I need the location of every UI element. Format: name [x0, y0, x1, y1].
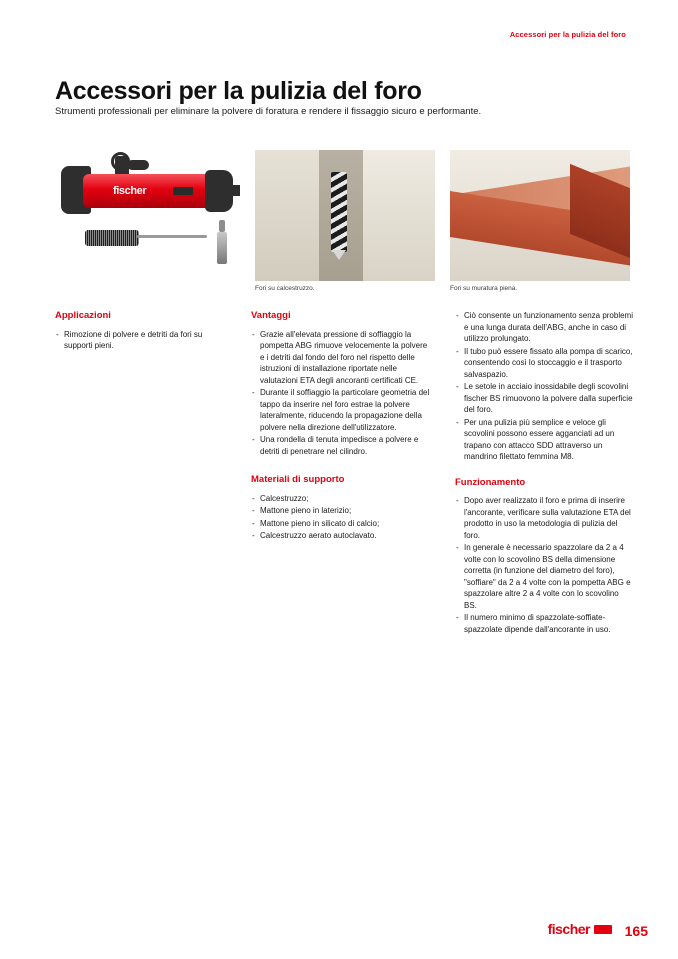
brush-bristles [85, 230, 139, 246]
list-item: - Una rondella di tenuta impedisce a polvere e detriti di penetrare nel cilindro. [251, 434, 431, 457]
brick-photo-caption: Fori su muratura piena. [450, 285, 518, 292]
drill-bit-icon [331, 172, 347, 252]
list-funzionamento [455, 495, 633, 635]
list-item: - Il tubo può essere fissato alla pompa di scarico, consentendo così lo stoccaggio e il trasporto salvaspazio. [455, 346, 633, 381]
section-title-applicazioni: Applicazioni [55, 310, 111, 321]
spacer [251, 458, 431, 474]
section-title-materiali: Materiali di supporto [251, 474, 345, 485]
concrete-slab-right [363, 150, 435, 281]
fischer-logo-on-pump: fischer [113, 185, 147, 197]
adapter-body [217, 232, 227, 264]
product-photo [55, 150, 240, 281]
pump-nozzle [205, 170, 233, 212]
image-row [55, 150, 630, 295]
list-item: - Mattone pieno in silicato di calcio; [251, 518, 431, 530]
list-item: - Calcestruzzo aerato autoclavato. [251, 530, 431, 542]
list-item: - Calcestruzzo; [251, 493, 431, 505]
list-item: - Rimozione di polvere e detriti da fori su supporti pieni. [55, 329, 225, 352]
column-vantaggi [251, 310, 431, 543]
brush-tool [85, 234, 201, 242]
list-vantaggi-left [251, 329, 431, 458]
list-item: - Durante il soffiaggio la particolare geometria del tappo da inserire nel foro estrae la polvere lateralmente, riducendo la propagazione della polvere nella direzione dell'utilizzatore. [251, 387, 431, 433]
list-applicazioni [55, 329, 225, 352]
running-head: Accessori per la pulizia del foro [509, 30, 626, 39]
list-item: - Mattone pieno in laterizio; [251, 505, 431, 517]
page-title: Accessori per la pulizia del foro [55, 76, 422, 105]
footer-brand-mark-icon [594, 925, 612, 934]
list-item: - Le setole in acciaio inossidabile degli scovolini fischer BS rimuovono la polvere dalla superficie del foro. [455, 381, 633, 416]
list-item: - Per una pulizia più semplice e veloce gli scovolini possono essere agganciati ad un trapano con attacco SDD attraverso un mandrino filettato femmina M8. [455, 417, 633, 463]
section-title-vantaggi: Vantaggi [251, 310, 291, 321]
column-vantaggi-cont [455, 310, 633, 636]
concrete-photo-caption: Fori su calcestruzzo. [255, 285, 315, 292]
list-materiali [251, 493, 431, 542]
list-item: - Grazie all'elevata pressione di soffiaggio la pompetta ABG rimuove velocemente la polvere e i detriti dal fondo del foro nel rispetto delle istruzioni di installazione riportate nelle valutazioni ETA degli ancoranti certificati CE. [251, 329, 431, 387]
pump-body [83, 174, 211, 208]
pump-top-cap [127, 160, 149, 170]
list-item: - Ciò consente un funzionamento senza problemi e una lunga durata dell'ABG, anche in caso di utilizzo prolungato. [455, 310, 633, 345]
column-applicazioni [55, 310, 225, 353]
list-vantaggi-right [455, 310, 633, 463]
list-item: - Dopo aver realizzato il foro e prima di inserire l'ancorante, verificare sulla valutazione ETA del prodotto in uso la metodologia di pulizia del foro. [455, 495, 633, 541]
concrete-hole-photo [255, 150, 435, 281]
brush-shaft [137, 235, 207, 238]
list-item: - In generale è necessario spazzolare da 2 a 4 volte con lo scovolino BS della dimensione corretta (in funzione del diametro del foro), "soffiare" da 2 a 4 volte con la pompetta ABG e spazzolare altre 2 a 4 volte con lo scovolino BS. [455, 542, 633, 611]
adapter-head [219, 220, 225, 232]
spacer [455, 464, 633, 477]
page-number: 165 [624, 923, 648, 939]
list-item: - Il numero minimo di spazzolate-soffiate-spazzolate dipende dall'ancorante in uso. [455, 612, 633, 635]
page-subtitle: Strumenti professionali per eliminare la polvere di foratura e rendere il fissaggio sicuro e performante. [55, 106, 482, 117]
footer-brand-logo: fischer [547, 921, 590, 937]
brick-hole-photo [450, 150, 630, 281]
pump-logo-mark [173, 187, 193, 195]
adapter-tool [217, 220, 227, 264]
section-title-funzionamento: Funzionamento [455, 476, 526, 488]
concrete-slab-left [255, 150, 319, 281]
